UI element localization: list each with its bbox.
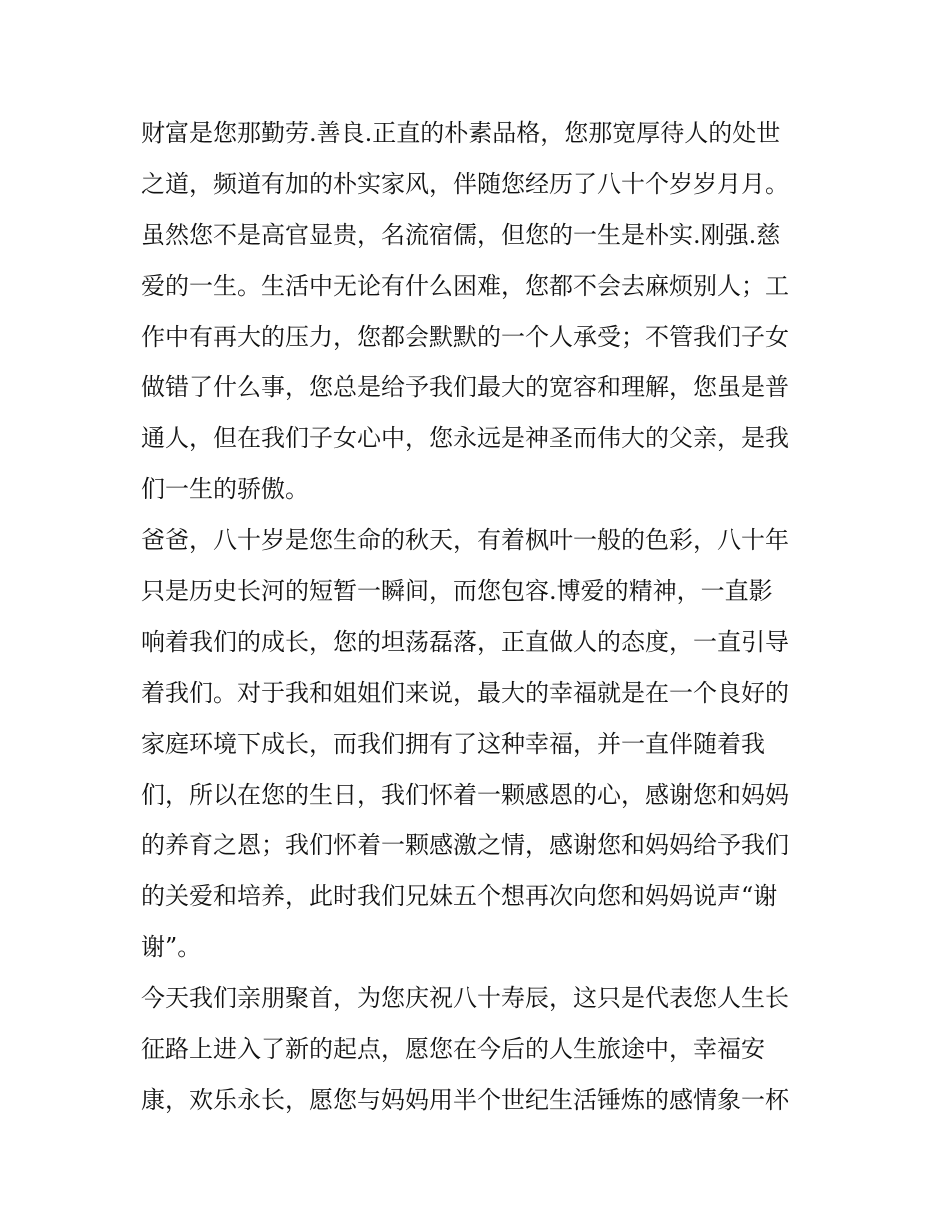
text-line: 们一生的骄傲。 (141, 475, 309, 504)
text-line: 家庭环境下成长，而我们拥有了这种幸福，并一直伴随着我 (141, 729, 765, 758)
text-line: 康，欢乐永长，愿您与妈妈用半个世纪生活锤炼的感情象一杯 (141, 1085, 789, 1114)
text-line: 爸爸，八十岁是您生命的秋天，有着枫叶一般的色彩，八十年 (141, 526, 789, 555)
text-line: 做错了什么事，您总是给予我们最大的宽容和理解，您虽是普 (141, 373, 789, 402)
text-line: 今天我们亲朋聚首，为您庆祝八十寿辰，这只是代表您人生长 (141, 984, 789, 1013)
text-line: 谢”。 (141, 933, 202, 962)
text-line: 响着我们的成长，您的坦荡磊落，正直做人的态度，一直引导 (141, 627, 789, 656)
text-line: 征路上进入了新的起点，愿您在今后的人生旅途中，幸福安 (141, 1035, 765, 1064)
text-line: 财富是您那勤劳.善良.正直的朴素品格，您那宽厚待人的处世 (141, 119, 781, 147)
text-line: 的关爱和培养，此时我们兄妹五个想再次向您和妈妈说声“谢 (141, 882, 778, 911)
text-line: 着我们。对于我和姐姐们来说，最大的幸福就是在一个良好的 (141, 678, 789, 707)
text-line: 只是历史长河的短暂一瞬间，而您包容.博爱的精神，一直影 (141, 577, 773, 606)
text-line: 的养育之恩；我们怀着一颗感激之情，感谢您和妈妈给予我们 (141, 831, 789, 860)
body-text (141, 108, 821, 1126)
text-line: 虽然您不是高官显贵，名流宿儒，但您的一生是朴实.刚强.慈 (141, 220, 781, 249)
text-line: 爱的一生。生活中无论有什么困难，您都不会去麻烦别人；工 (141, 271, 789, 300)
text-line: 们，所以在您的生日，我们怀着一颗感恩的心，感谢您和妈妈 (141, 780, 789, 809)
text-line: 通人，但在我们子女心中，您永远是神圣而伟大的父亲，是我 (141, 424, 789, 453)
text-line: 作中有再大的压力，您都会默默的一个人承受；不管我们子女 (141, 322, 789, 351)
text-line: 之道，频道有加的朴实家风，伴随您经历了八十个岁岁月月。 (141, 169, 789, 198)
